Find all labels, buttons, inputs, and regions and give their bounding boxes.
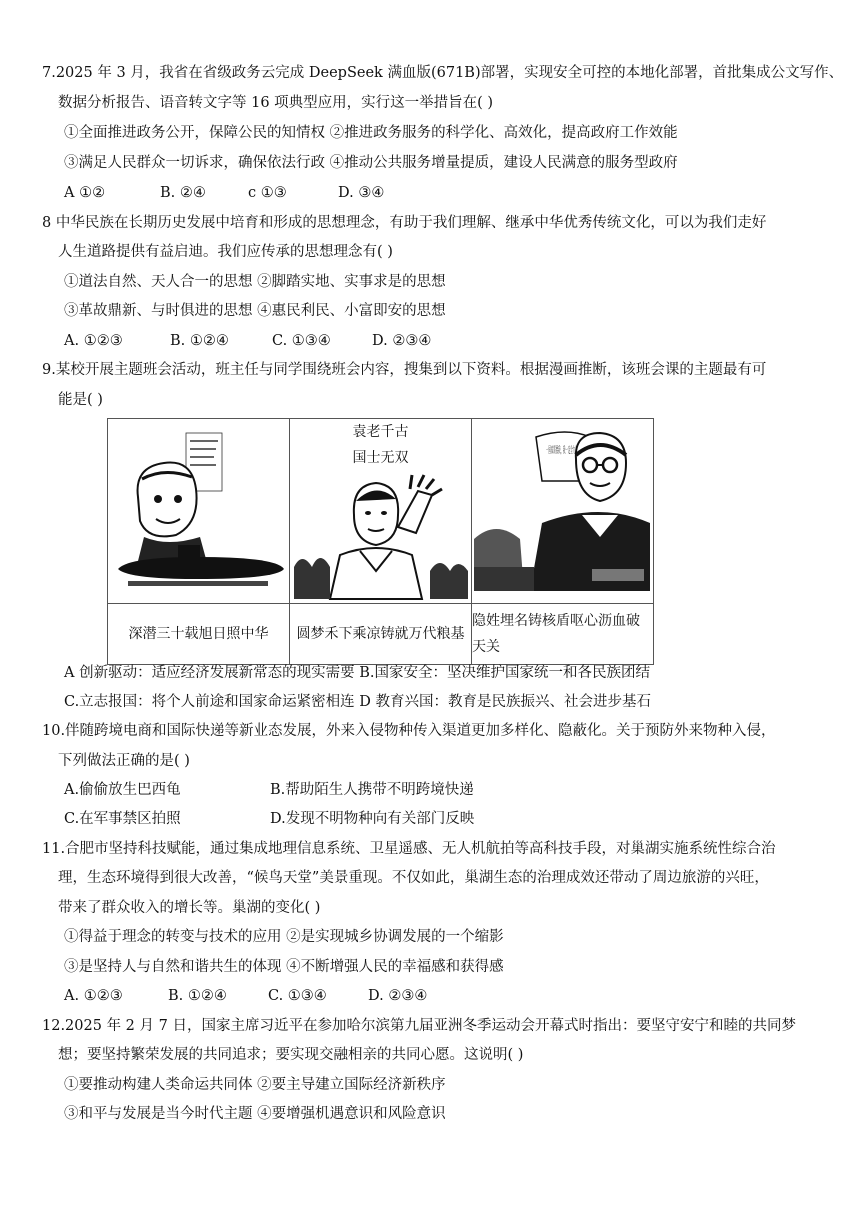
q11-options-line1: ①得益于理念的转变与技术的应用 ②是实现城乡协调发展的一个缩影 xyxy=(64,929,504,945)
comic-cell-2 xyxy=(290,419,472,604)
q8-choice-a[interactable]: A. ①②③ xyxy=(64,333,123,349)
q10-stem-line2: 下列做法正确的是( ) xyxy=(58,753,190,769)
comic-caption-1: 深潜三十载旭日照中华 xyxy=(108,604,290,665)
q9-stem-line2: 能是( ) xyxy=(58,392,103,408)
rice-scientist-illustration xyxy=(290,471,470,599)
q10-option-b[interactable]: B.帮助陌生人携带不明跨境快递 xyxy=(270,782,474,798)
q8-stem-line2: 人生道路提供有益启迪。我们应传承的思想理念有( ) xyxy=(58,244,393,260)
q8-choices xyxy=(64,331,431,351)
q10-option-c[interactable]: C.在军事禁区拍照 xyxy=(64,811,181,827)
q8-choice-b[interactable]: B. ①②④ xyxy=(170,333,229,349)
q8-options-line2: ③革故鼎新、与时俱进的思想 ④惠民利民、小富即安的思想 xyxy=(64,303,446,319)
comic-cell-1 xyxy=(108,419,290,604)
q7-stem-line1: 7.2025 年 3 月，我省在省级政务云完成 DeepSeek 满血版(671B)部署，实现安全可控的本地化部署，首批集成公文写作、 xyxy=(42,65,844,81)
q7-options-line1: ①全面推进政务公开，保障公民的知情权 ②推进政务服务的科学化、高效化，提高政府工作效能 xyxy=(64,125,678,141)
q7-choice-c[interactable]: c ①③ xyxy=(248,185,287,201)
q11-choice-b[interactable]: B. ①②④ xyxy=(168,988,227,1004)
q11-choice-a[interactable]: A. ①②③ xyxy=(64,988,123,1004)
nuclear-scientist-illustration xyxy=(472,419,652,599)
q11-stem-line2: 理，生态环境得到很大改善，“候鸟天堂”美景重现。不仅如此，巢湖生态的治理成效还带动了周边旅游的兴旺， xyxy=(58,870,769,886)
q8-choice-c[interactable]: C. ①③④ xyxy=(272,333,331,349)
q9-stem-line1: 9.某校开展主题班会活动，班主任与同学围绕班会内容，搜集到以下资料。根据漫画推断，该班会课的主题最有可 xyxy=(42,362,767,378)
submarine-scientist-illustration xyxy=(108,419,288,599)
q7-choice-a[interactable]: A ①② xyxy=(64,185,106,201)
comic-cell-2-title-2: 国士无双 xyxy=(352,450,409,466)
q11-choice-d[interactable]: D. ②③④ xyxy=(368,988,428,1004)
q9-comic-table xyxy=(107,418,654,665)
q12-options-line1: ①要推动构建人类命运共同体 ②要主导建立国际经济新秩序 xyxy=(64,1077,446,1093)
comic-caption-3: 隐姓埋名铸核盾呕心沥血破天关 xyxy=(472,604,654,665)
q10-option-d[interactable]: D.发现不明物种向有关部门反映 xyxy=(270,811,475,827)
q7-choice-b[interactable]: B. ②④ xyxy=(160,185,206,201)
q9-options-cd: C.立志报国：将个人前途和国家命运紧密相连 D 教育兴国：教育是民族振兴、社会进步基石 xyxy=(64,694,652,710)
q7-choices xyxy=(64,183,384,203)
q11-choices xyxy=(64,986,427,1006)
q8-stem-line1: 8 中华民族在长期历史发展中培育和形成的思想理念，有助于我们理解、继承中华优秀传统文化，可以为我们走好 xyxy=(42,215,767,231)
q7-stem-line2: 数据分析报告、语音转文字等 16 项典型应用，实行这一举措旨在( ) xyxy=(58,95,494,111)
q10-option-a[interactable]: A.偷偷放生巴西龟 xyxy=(64,782,181,798)
comic-caption-2: 圆梦禾下乘凉铸就万代粮基 xyxy=(290,604,472,665)
comic-cell-3 xyxy=(472,419,654,604)
q12-stem-line2: 想；要坚持繁荣发展的共同追求；要实现交融相亲的共同心愿。这说明( ) xyxy=(58,1047,524,1063)
q8-options-line1: ①道法自然、天人合一的思想 ②脚踏实地、实事求是的思想 xyxy=(64,274,446,290)
q8-choice-d[interactable]: D. ②③④ xyxy=(372,333,432,349)
q11-options-line2: ③是坚持人与自然和谐共生的体现 ④不断增强人民的幸福感和获得感 xyxy=(64,959,504,975)
q7-options-line2: ③满足人民群众一切诉求，确保依法行政 ④推动公共服务增量提质，建设人民满意的服务型政府 xyxy=(64,155,678,171)
q11-stem-line1: 11.合肥市坚持科技赋能，通过集成地理信息系统、卫星遥感、无人机航拍等高科技手段，对巢湖实施系统性综合治 xyxy=(42,841,776,857)
q11-stem-line3: 带来了群众收入的增长等。巢湖的变化( ) xyxy=(58,900,321,916)
q9-options-ab: A 创新驱动：适应经济发展新常态的现实需要 B.国家安全：坚决维护国家统一和各民族团结 xyxy=(64,665,650,681)
q12-stem-line1: 12.2025 年 2 月 7 日，国家主席习近平在参加哈尔滨第九届亚洲冬季运动会开幕式时指出：要坚守安宁和睦的共同梦 xyxy=(42,1018,796,1034)
q12-options-line2: ③和平与发展是当今时代主题 ④要增强机遇意识和风险意识 xyxy=(64,1106,446,1122)
q7-choice-d[interactable]: D. ③④ xyxy=(338,185,385,201)
q10-stem-line1: 10.伴随跨境电商和国际快递等新业态发展，外来入侵物种传入渠道更加多样化、隐蔽化。关于预防外来物种入侵， xyxy=(42,723,776,739)
comic-cell-2-title-1: 袁老千古 xyxy=(352,424,409,440)
q11-choice-c[interactable]: C. ①③④ xyxy=(268,988,327,1004)
